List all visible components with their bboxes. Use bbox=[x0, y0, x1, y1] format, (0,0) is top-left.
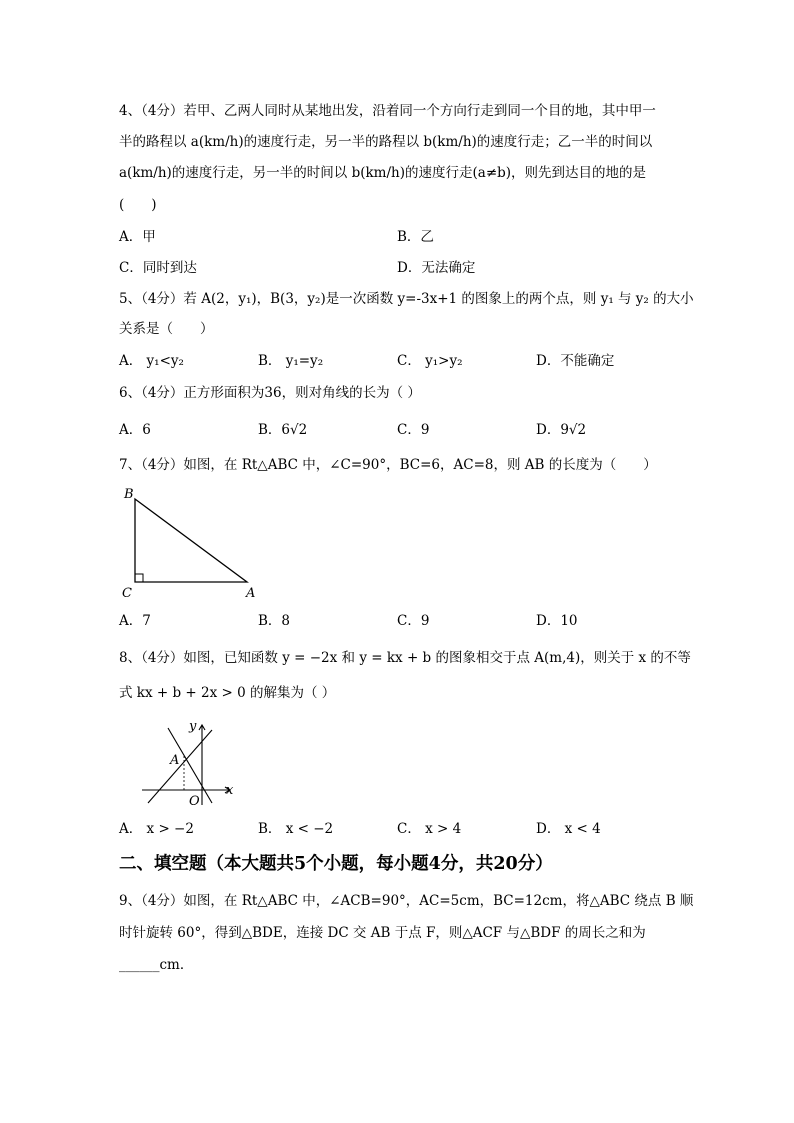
q4-option-b: B．乙 bbox=[397, 229, 434, 245]
q6-option-b: B．6√2 bbox=[258, 422, 308, 438]
q8-option-d: D． x < 4 bbox=[536, 821, 601, 837]
q9-line3: ______cm． bbox=[119, 957, 194, 973]
q4-line1: 4、（4分）若甲、乙两人同时从某地出发，沿着同一个方向行走到同一个目的地，其中甲一 bbox=[119, 103, 656, 119]
q5-option-b: B． y₁=y₂ bbox=[258, 353, 324, 369]
q8-line1: 8、（4分）如图，已知函数 y = −2x 和 y = kx + b 的图象相交于点 A(m,4)，则关于 x 的不等 bbox=[119, 650, 691, 666]
q5-option-d: D．不能确定 bbox=[536, 353, 615, 369]
section-heading: 二、填空题（本大题共5个小题，每小题4分，共20分） bbox=[119, 854, 553, 874]
q8-option-c: C． x > 4 bbox=[397, 821, 462, 837]
q8-label-a: A bbox=[170, 753, 180, 768]
q7-triangle-figure bbox=[118, 484, 268, 604]
q7-label-a: A bbox=[246, 586, 256, 601]
q8-label-y: y bbox=[189, 719, 197, 734]
q7-label-b: B bbox=[124, 487, 134, 502]
q5-line1: 5、（4分）若 A(2，y₁)，B(3，y₂)是一次函数 y=-3x+1 的图象上的两个点，则 y₁ 与 y₂ 的大小 bbox=[119, 291, 694, 307]
q5-line2: 关系是（ ） bbox=[119, 321, 214, 337]
q4-option-d: D．无法确定 bbox=[397, 260, 476, 276]
q8-label-o: O bbox=[189, 794, 200, 809]
q6-option-c: C．9 bbox=[397, 422, 430, 438]
q8-option-a: A． x > −2 bbox=[119, 821, 194, 837]
q4-line2: 半的路程以 a(km/h)的速度行走，另一半的路程以 b(km/h)的速度行走；乙一半的时间以 bbox=[119, 134, 653, 150]
q5-option-a: A． y₁<y₂ bbox=[119, 353, 184, 369]
q7-option-c: C．9 bbox=[397, 613, 430, 629]
q7-line1: 7、（4分）如图，在 Rt△ABC 中，∠C=90°，BC=6，AC=8，则 AB 的长度为（ ） bbox=[119, 457, 657, 473]
q4-option-c: C．同时到达 bbox=[119, 260, 197, 276]
q4-line4: ( ) bbox=[119, 197, 157, 213]
q7-label-c: C bbox=[122, 586, 132, 601]
q8-label-x: x bbox=[226, 783, 234, 798]
q8-option-b: B． x < −2 bbox=[258, 821, 334, 837]
q6-option-d: D．9√2 bbox=[536, 422, 587, 438]
q6-line1: 6、（4分）正方形面积为36，则对角线的长为（ ） bbox=[119, 385, 421, 401]
q9-line1: 9、（4分）如图，在 Rt△ABC 中，∠ACB=90°，AC=5cm，BC=12cm，将△ABC 绕点 B 顺 bbox=[119, 893, 694, 909]
q8-line2: 式 kx + b + 2x > 0 的解集为（ ） bbox=[119, 685, 336, 701]
q7-option-d: D．10 bbox=[536, 613, 578, 629]
q6-option-a: A．6 bbox=[119, 422, 151, 438]
q9-line2: 时针旋转 60°，得到△BDE，连接 DC 交 AB 于点 F，则△ACF 与△BDF 的周长之和为 bbox=[119, 925, 646, 941]
q4-line3: a(km/h)的速度行走，另一半的时间以 b(km/h)的速度行走(a≠b)，则先到达目的地的是 bbox=[119, 165, 647, 181]
q7-option-b: B．8 bbox=[258, 613, 291, 629]
q4-option-a: A．甲 bbox=[119, 229, 156, 245]
q7-option-a: A．7 bbox=[119, 613, 151, 629]
q5-option-c: C． y₁>y₂ bbox=[397, 353, 463, 369]
q8-graph-figure bbox=[140, 718, 240, 810]
